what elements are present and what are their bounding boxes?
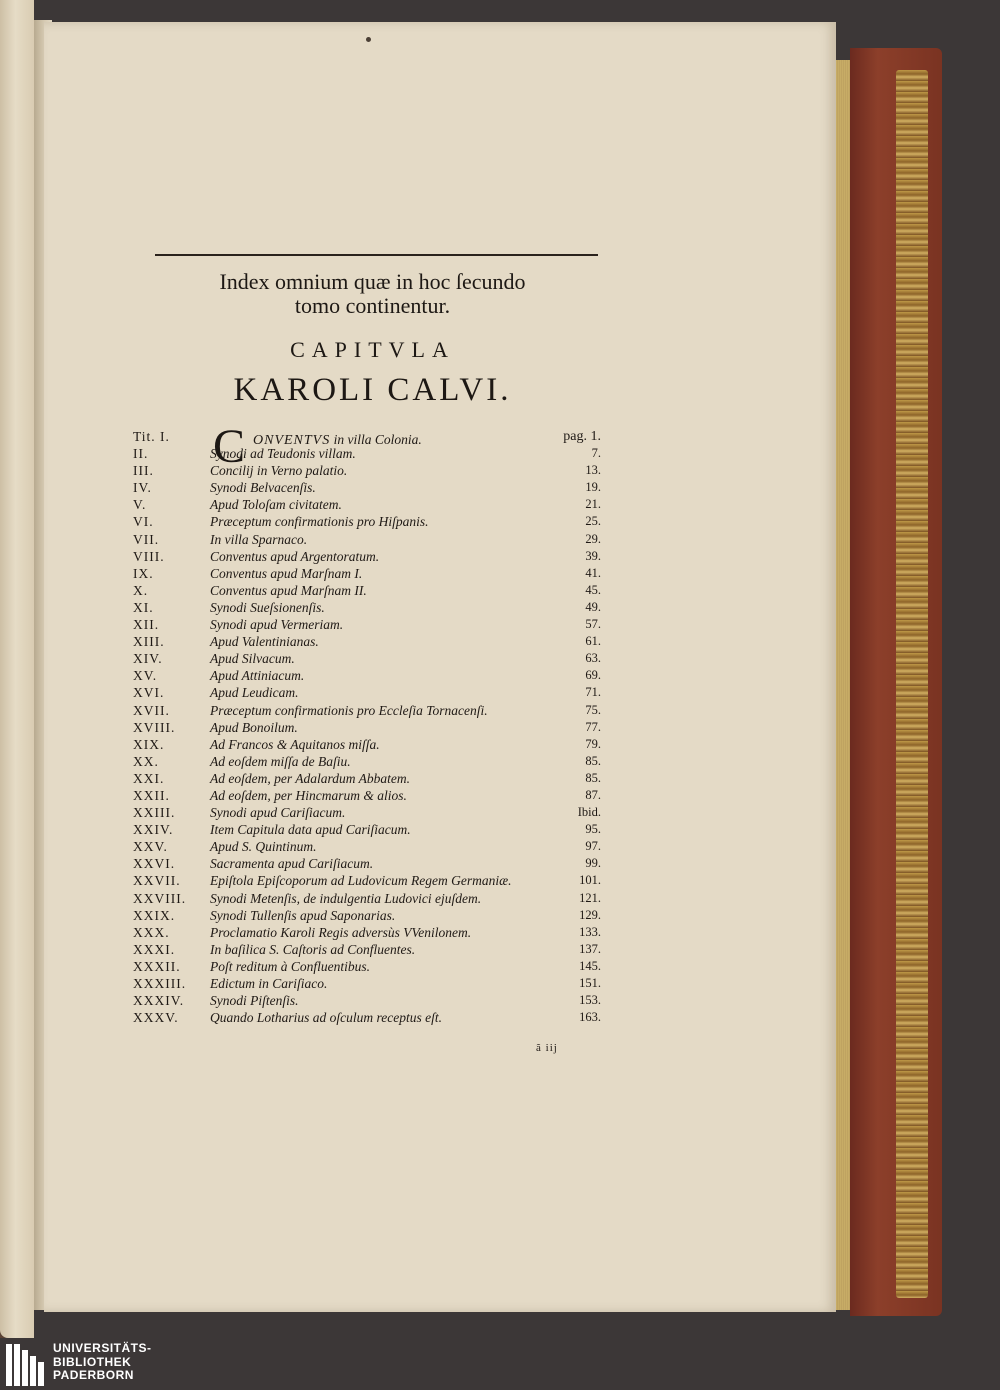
- toc-row: [133, 513, 613, 530]
- toc-title: Apud Silvacum.: [210, 651, 295, 667]
- toc-row: [133, 496, 613, 513]
- toc-row: [133, 702, 613, 719]
- toc-row: [133, 616, 613, 633]
- toc-page: 137.: [579, 941, 601, 956]
- toc-page: 163.: [579, 1010, 601, 1025]
- toc-title: Proclamatio Karoli Regis adversùs VVenilonem.: [210, 924, 472, 940]
- signature-mark: ã iij: [536, 1042, 558, 1054]
- toc-page: 61.: [585, 634, 601, 649]
- toc-row: [133, 582, 613, 599]
- toc-title: In villa Sparnaco.: [210, 531, 308, 547]
- toc-page: 69.: [585, 668, 601, 683]
- toc-row: [133, 736, 613, 753]
- toc-page: pag. 1.: [563, 429, 601, 444]
- toc-number: XXXIII.: [133, 976, 187, 991]
- toc-row: [133, 565, 613, 582]
- toc-title: Edictum in Cariſiaco.: [210, 976, 328, 991]
- toc-page: 95.: [585, 822, 601, 837]
- toc-number: Tit. I.: [133, 429, 170, 444]
- toc-title: Apud Valentinianas.: [210, 634, 319, 650]
- toc-row: [133, 804, 613, 821]
- toc-page: 49.: [585, 599, 601, 614]
- toc-number: XX.: [133, 753, 159, 769]
- toc-page: 41.: [585, 565, 601, 580]
- toc-row: [133, 719, 613, 736]
- toc-row: [133, 684, 613, 701]
- toc-title: Ad eoſdem, per Hincmarum & alios.: [210, 787, 407, 803]
- toc-row: [133, 531, 613, 548]
- toc-page: 85.: [585, 753, 601, 768]
- toc-title: Synodi Tullenſis apud Saponarias.: [210, 907, 396, 923]
- toc-title: Synodi Piſtenſis.: [210, 993, 299, 1009]
- toc-title: Concilij in Verno palatio.: [210, 463, 348, 479]
- drop-cap: C: [213, 420, 246, 473]
- toc-number: IV.: [133, 480, 152, 496]
- toc-page: 21.: [585, 497, 601, 512]
- toc-title: Synodi apud Cariſiacum.: [210, 805, 346, 821]
- toc-title: Item Capitula data apud Cariſiacum.: [210, 822, 411, 838]
- toc-number: XXVI.: [133, 856, 176, 872]
- toc-title: Sacramenta apud Cariſiacum.: [210, 856, 374, 872]
- toc-page: 151.: [579, 976, 601, 990]
- toc-number: XXI.: [133, 770, 165, 786]
- toc-page: 121.: [579, 890, 601, 905]
- heading-line-1: Index omnium quæ in hoc ſecundo: [219, 269, 526, 294]
- toc-row: [133, 548, 613, 565]
- toc-number: VIII.: [133, 548, 165, 564]
- first-entry-caps: ONVENTVS: [253, 433, 331, 448]
- toc-number: XVI.: [133, 685, 165, 701]
- toc-row: [133, 992, 613, 1009]
- toc-page: 79.: [585, 736, 601, 751]
- toc-title: Præceptum confirmationis pro Eccleſia Tornacenſi.: [210, 702, 488, 718]
- toc-page: 45.: [585, 582, 601, 597]
- toc-title: Synodi ad Teudonis villam.: [210, 446, 356, 462]
- toc-page: 63.: [585, 651, 601, 666]
- toc-number: XXXI.: [133, 941, 176, 957]
- toc-page: 13.: [585, 463, 601, 478]
- toc-title: Apud Leudicam.: [210, 685, 299, 701]
- toc-page: 133.: [579, 924, 601, 939]
- toc-number: XIX.: [133, 736, 165, 752]
- toc-page: 57.: [585, 617, 601, 632]
- toc-title: Conventus apud Marſnam I.: [210, 565, 363, 581]
- toc-number: XXXIV.: [133, 993, 185, 1009]
- toc-page: 145.: [579, 958, 601, 973]
- toc-row: [133, 907, 613, 924]
- toc-number: XXXII.: [133, 958, 181, 974]
- library-name: [53, 1342, 152, 1383]
- toc-row: [133, 924, 613, 941]
- page-fore-edge: [836, 60, 850, 1310]
- toc-title: Apud Bonoilum.: [210, 719, 298, 735]
- toc-row: [133, 855, 613, 872]
- toc-row: [133, 770, 613, 787]
- toc-page: 99.: [585, 856, 601, 871]
- toc-row: [133, 838, 613, 855]
- toc-title: Apud Attiniacum.: [210, 668, 305, 684]
- toc-number: XVIII.: [133, 719, 176, 735]
- toc-number: XIV.: [133, 651, 163, 667]
- toc-number: XXVIII.: [133, 890, 187, 906]
- toc-page: 129.: [579, 907, 601, 922]
- toc-row: [133, 753, 613, 770]
- toc-number: XI.: [133, 599, 154, 615]
- capitula-title: CAPITVLA: [290, 337, 455, 362]
- toc-row: [133, 462, 613, 479]
- cover-gilt-ornament: [896, 70, 928, 1298]
- toc-title: Quando Lotharius ad oſculum receptus eſt.: [210, 1010, 442, 1026]
- library-logo-icon: [6, 1344, 44, 1386]
- toc-number: XXIX.: [133, 907, 176, 923]
- library-line-2: BIBLIOTHEK: [53, 1354, 132, 1369]
- toc-page: 97.: [585, 839, 601, 854]
- toc-page: Ibid.: [577, 805, 601, 820]
- toc-row: [133, 958, 613, 975]
- toc-number: VII.: [133, 531, 160, 547]
- toc-row: [133, 479, 613, 496]
- toc-title: Synodi Metenſis, de indulgentia Ludovici ejuſdem.: [210, 890, 482, 906]
- toc-page: 87.: [585, 787, 601, 802]
- toc-number: XIII.: [133, 634, 165, 650]
- toc-number: XII.: [133, 617, 160, 633]
- toc-page: 85.: [585, 770, 601, 785]
- toc-row: [133, 941, 613, 958]
- library-line-1: UNIVERSITÄTS-: [53, 1341, 152, 1355]
- toc-row: [133, 650, 613, 667]
- toc-row: [133, 428, 613, 445]
- toc-title: Epiſtola Epiſcoporum ad Ludovicum Regem Germaniæ.: [210, 873, 512, 889]
- toc-title: Ad Francos & Aquitanos miſſa.: [210, 736, 380, 752]
- toc-title: Præceptum confirmationis pro Hiſpanis.: [210, 514, 429, 530]
- toc-row: [133, 445, 613, 462]
- toc-title: Ad eoſdem miſſa de Baſiu.: [210, 753, 351, 769]
- karoli-calvi-title: KAROLI CALVI.: [233, 372, 512, 408]
- toc-number: VI.: [133, 514, 154, 530]
- toc-number: II.: [133, 446, 149, 462]
- toc-title: Synodi Sueſsionenſis.: [210, 599, 325, 615]
- toc-number: XXII.: [133, 787, 170, 803]
- index-heading: [150, 270, 595, 318]
- toc-page: 77.: [585, 719, 601, 734]
- toc-page: 25.: [585, 514, 601, 529]
- toc-number: XXX.: [133, 924, 170, 940]
- header-rule: [155, 254, 598, 256]
- toc-number: XXV.: [133, 839, 168, 855]
- toc-title: Conventus apud Argentoratum.: [210, 548, 380, 564]
- toc-title: Synodi Belvacenſis.: [210, 480, 316, 496]
- toc-page: 71.: [585, 685, 601, 700]
- toc-number: V.: [133, 497, 147, 513]
- toc-page: 19.: [585, 480, 601, 495]
- toc-number: XXIV.: [133, 822, 174, 838]
- toc-number: XXVII.: [133, 873, 181, 889]
- toc-title: Ad eoſdem, per Adalardum Abbatem.: [210, 770, 410, 786]
- toc-title: Apud S. Quintinum.: [210, 839, 317, 855]
- toc-page: 75.: [585, 702, 601, 717]
- toc-number: XXIII.: [133, 805, 176, 821]
- toc-page: 101.: [579, 873, 601, 888]
- toc-number: III.: [133, 463, 154, 479]
- toc-title: Apud Toloſam civitatem.: [210, 497, 342, 513]
- toc-title: Conventus apud Marſnam II.: [210, 582, 367, 598]
- toc-row: [133, 633, 613, 650]
- toc-number: IX.: [133, 565, 154, 581]
- toc-row: [133, 667, 613, 684]
- toc-row: [133, 872, 613, 889]
- toc-row: [133, 1009, 613, 1026]
- toc-row: [133, 599, 613, 616]
- library-line-3: PADERBORN: [53, 1368, 134, 1382]
- toc-row: [133, 890, 613, 907]
- toc-number: XVII.: [133, 702, 170, 718]
- toc-number: XV.: [133, 668, 158, 684]
- toc-number: XXXV.: [133, 1010, 179, 1026]
- toc-number: X.: [133, 582, 149, 598]
- toc-title: Synodi apud Vermeriam.: [210, 617, 344, 633]
- left-page-edge: [0, 0, 34, 1338]
- toc-page: 7.: [591, 446, 601, 461]
- first-entry-rest: in villa Colonia.: [330, 432, 422, 447]
- toc-title: In baſilica S. Caſtoris ad Confluentes.: [210, 941, 416, 957]
- toc-row: [133, 787, 613, 804]
- toc-row: [133, 821, 613, 838]
- toc-page: 39.: [585, 548, 601, 563]
- toc-page: 29.: [585, 531, 601, 546]
- toc-title: Poſt reditum à Confluentibus.: [210, 958, 370, 974]
- toc-row: [133, 975, 613, 992]
- toc-page: 153.: [579, 993, 601, 1008]
- heading-line-2: tomo continentur.: [294, 293, 451, 318]
- table-of-contents: [133, 428, 613, 1026]
- page-mark: [366, 37, 371, 42]
